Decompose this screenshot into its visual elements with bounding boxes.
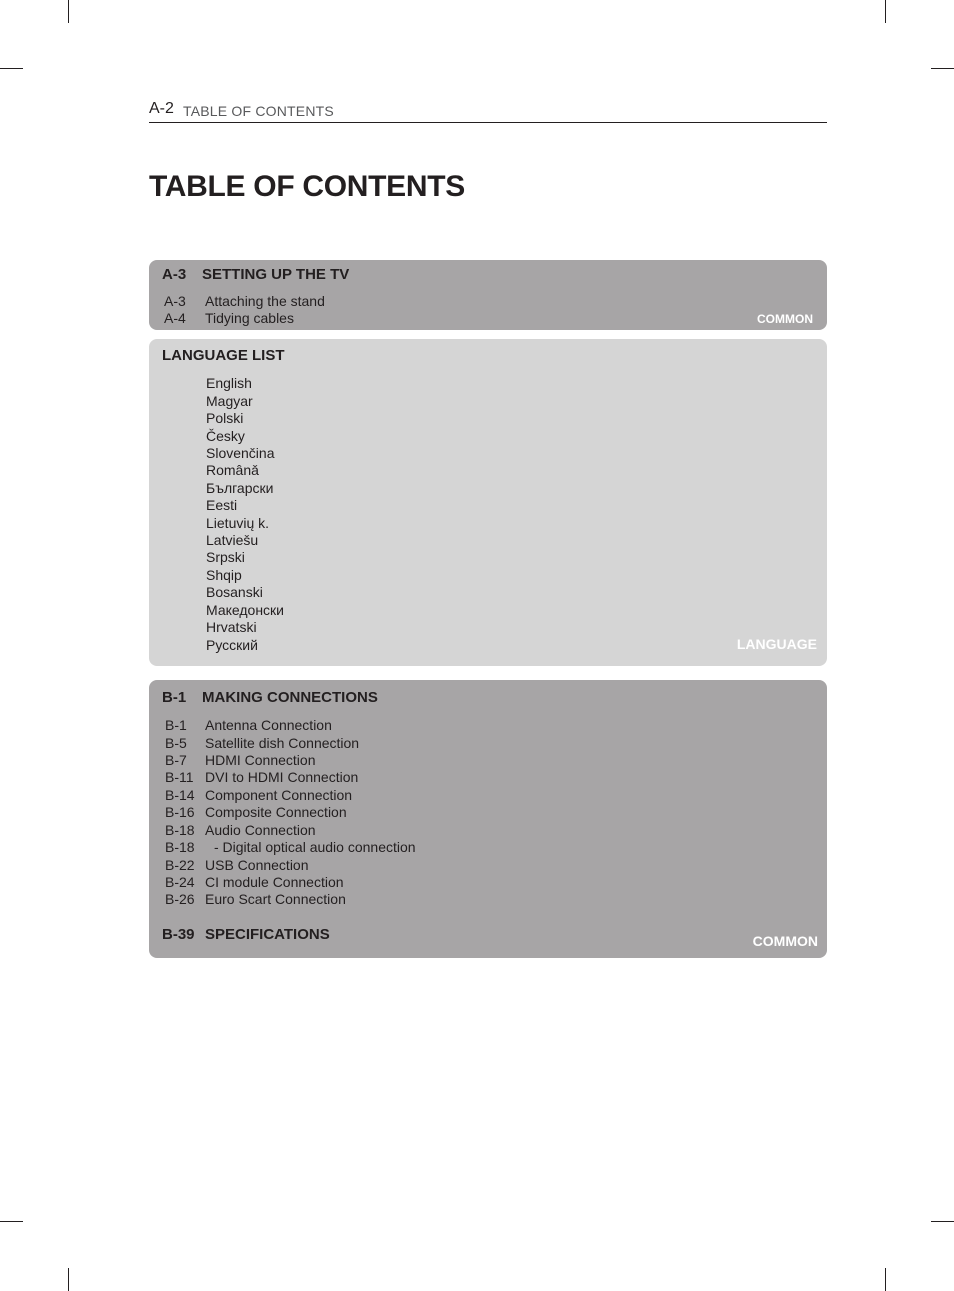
toc-entry-label: - Digital optical audio connection: [214, 839, 416, 855]
toc-entry-label: Euro Scart Connection: [205, 891, 346, 907]
crop-mark: [68, 1268, 69, 1291]
toc-entry-page: B-24: [165, 874, 195, 890]
language-item[interactable]: Polski: [206, 410, 244, 426]
toc-entry-page: B-7: [165, 752, 187, 768]
running-head-page: A-2: [149, 100, 174, 117]
crop-mark: [68, 0, 69, 23]
language-item[interactable]: Shqip: [206, 567, 242, 583]
toc-entry-page: B-18: [165, 822, 195, 838]
section-title: MAKING CONNECTIONS: [202, 689, 378, 706]
language-list-title[interactable]: LANGUAGE LIST: [162, 347, 285, 364]
language-item[interactable]: English: [206, 375, 252, 391]
language-item[interactable]: Česky: [206, 428, 245, 444]
section-connections-panel: [149, 680, 827, 958]
common-tag: COMMON: [752, 933, 818, 949]
toc-entry-page: B-26: [165, 891, 195, 907]
section-page-code: B-1: [162, 689, 187, 706]
toc-entry-page: B-14: [165, 787, 195, 803]
toc-entry-label: HDMI Connection: [205, 752, 316, 768]
language-item[interactable]: Lietuvių k.: [206, 515, 270, 531]
running-head-title: TABLE OF CONTENTS: [183, 103, 334, 119]
section-page-code: A-3: [162, 266, 187, 283]
toc-entry-label: Audio Connection: [205, 822, 316, 838]
toc-entry-page: B-5: [165, 735, 187, 751]
toc-entry-page: A-4: [164, 310, 186, 326]
language-item[interactable]: Македонски: [206, 602, 284, 618]
language-list-panel: [149, 339, 827, 666]
section-title: SETTING UP THE TV: [202, 266, 350, 283]
page-title: TABLE OF CONTENTS: [149, 170, 465, 203]
language-item[interactable]: Magyar: [206, 393, 253, 409]
crop-mark: [931, 1221, 954, 1222]
toc-entry-label: CI module Connection: [205, 874, 344, 890]
specifications-heading[interactable]: [162, 926, 330, 943]
toc-entry-label: Antenna Connection: [205, 717, 332, 733]
toc-entry-page: B-22: [165, 857, 195, 873]
crop-mark: [0, 1221, 23, 1222]
language-tag: LANGUAGE: [736, 636, 817, 652]
language-item[interactable]: Русский: [206, 637, 258, 653]
running-head: [149, 100, 827, 123]
section-page-code: B-39: [162, 926, 195, 943]
section-heading[interactable]: [162, 689, 378, 706]
language-item[interactable]: Srpski: [206, 549, 245, 565]
language-item[interactable]: Slovenčina: [206, 445, 275, 461]
language-item[interactable]: Eesti: [206, 497, 238, 513]
toc-entry-page: B-18: [165, 839, 195, 855]
toc-entry-label: Attaching the stand: [205, 293, 325, 309]
crop-mark: [885, 1268, 886, 1291]
language-item[interactable]: Hrvatski: [206, 619, 257, 635]
toc-entry-label: Composite Connection: [205, 804, 347, 820]
language-item[interactable]: Latviešu: [206, 532, 259, 548]
crop-mark: [931, 68, 954, 69]
crop-mark: [0, 68, 23, 69]
toc-entry-label: DVI to HDMI Connection: [205, 769, 359, 785]
toc-entry-page: B-1: [165, 717, 187, 733]
language-item[interactable]: Românǎ: [206, 462, 259, 478]
toc-entry-page: B-11: [165, 769, 194, 785]
section-heading[interactable]: [162, 266, 350, 283]
toc-entry-page: B-16: [165, 804, 195, 820]
toc-entry-label: Satellite dish Connection: [205, 735, 360, 751]
toc-entry-label: Component Connection: [205, 787, 353, 803]
crop-mark: [885, 0, 886, 23]
toc-entry-page: A-3: [164, 293, 186, 309]
toc-entry-label: USB Connection: [205, 857, 309, 873]
common-tag: COMMON: [757, 312, 813, 326]
section-setting-up-panel: [149, 260, 827, 330]
language-item[interactable]: Bosanski: [206, 584, 263, 600]
toc-entry-label: Tidying cables: [205, 310, 294, 326]
language-item[interactable]: Български: [206, 480, 274, 496]
section-title: SPECIFICATIONS: [205, 926, 330, 943]
